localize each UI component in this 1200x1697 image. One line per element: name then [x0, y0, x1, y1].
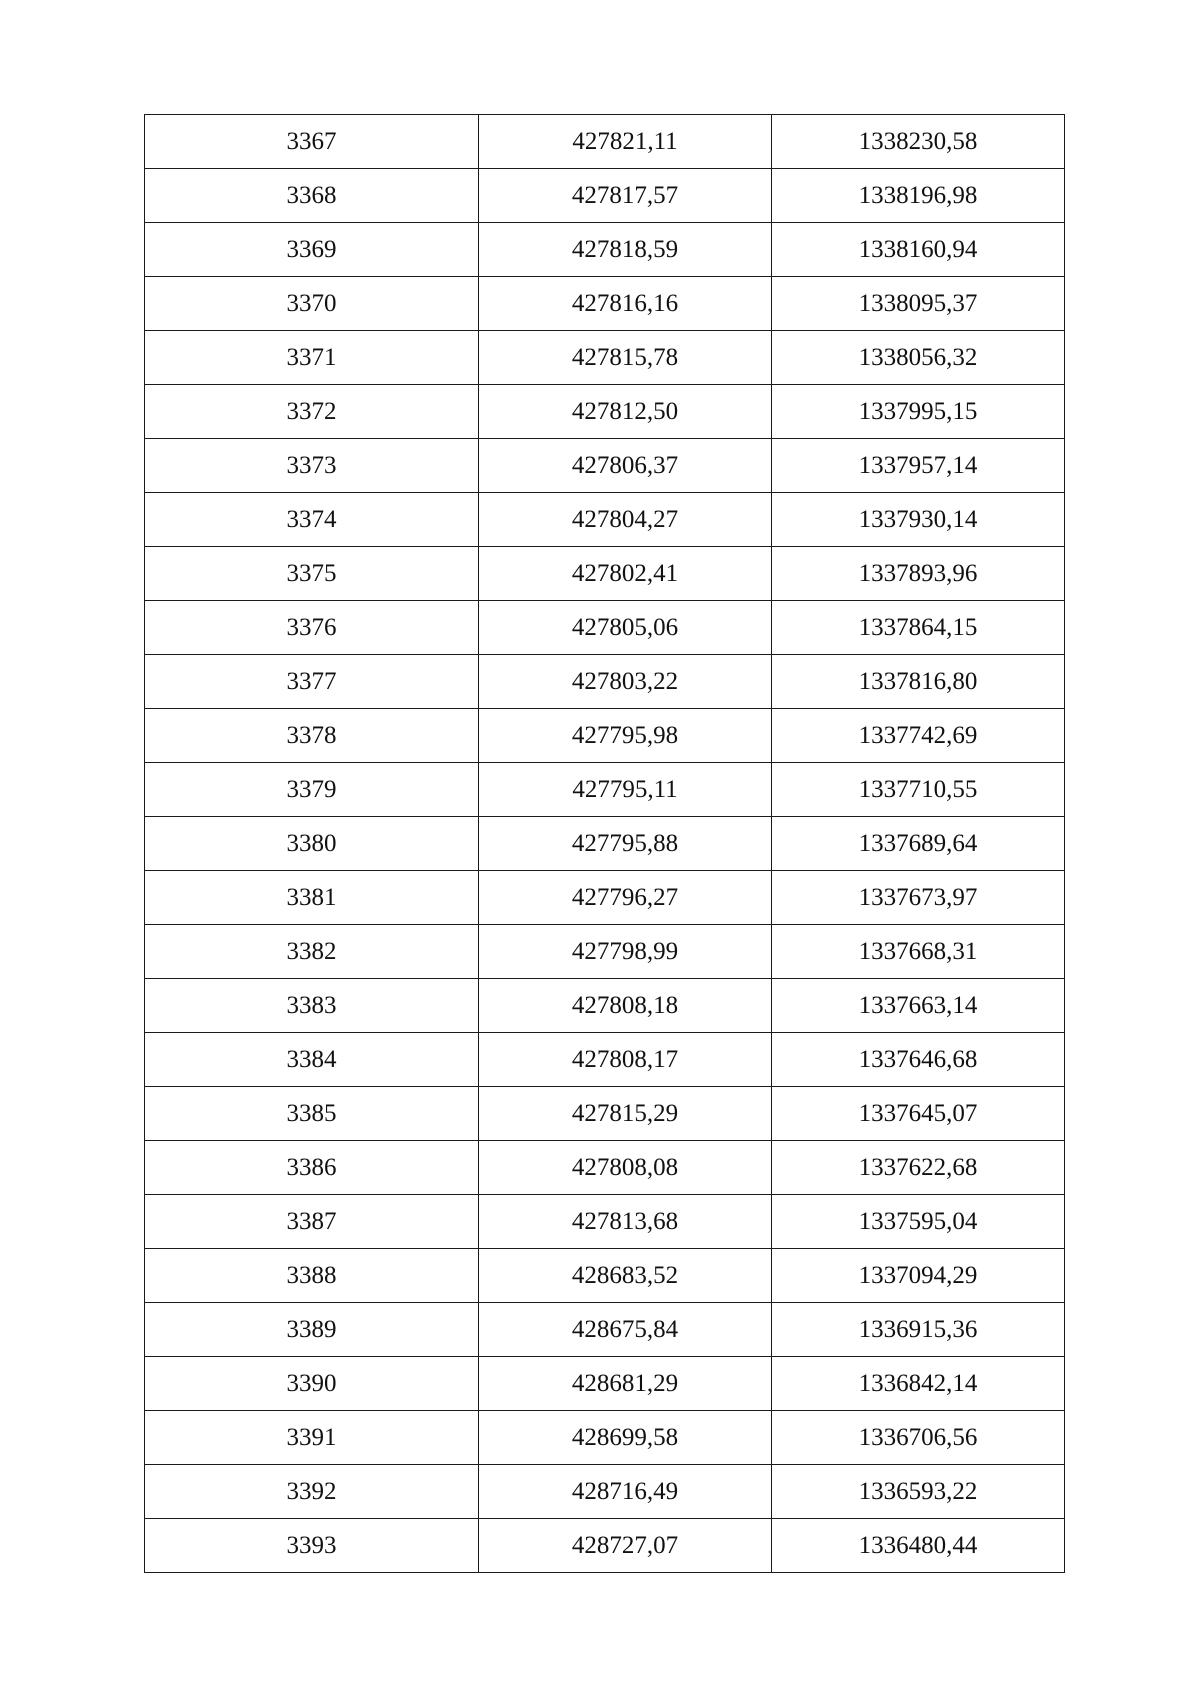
- x-coordinate-cell: 428675,84: [479, 1303, 772, 1357]
- y-coordinate-cell: 1336480,44: [772, 1519, 1065, 1573]
- point-number-cell: 3393: [145, 1519, 479, 1573]
- x-coordinate-cell: 427813,68: [479, 1195, 772, 1249]
- x-coordinate-cell: 427798,99: [479, 925, 772, 979]
- table-row: [145, 763, 1065, 817]
- y-coordinate-cell: 1337742,69: [772, 709, 1065, 763]
- point-number-cell: 3381: [145, 871, 479, 925]
- point-number-cell: 3388: [145, 1249, 479, 1303]
- y-coordinate-cell: 1337995,15: [772, 385, 1065, 439]
- y-coordinate-cell: 1338230,58: [772, 115, 1065, 169]
- table-row: [145, 1303, 1065, 1357]
- point-number-cell: 3367: [145, 115, 479, 169]
- coordinates-table-body: [145, 115, 1065, 1573]
- x-coordinate-cell: 428727,07: [479, 1519, 772, 1573]
- table-row: [145, 1141, 1065, 1195]
- point-number-cell: 3383: [145, 979, 479, 1033]
- y-coordinate-cell: 1337668,31: [772, 925, 1065, 979]
- table-row: [145, 115, 1065, 169]
- table-row: [145, 277, 1065, 331]
- point-number-cell: 3371: [145, 331, 479, 385]
- y-coordinate-cell: 1337689,64: [772, 817, 1065, 871]
- y-coordinate-cell: 1337595,04: [772, 1195, 1065, 1249]
- table-row: [145, 817, 1065, 871]
- x-coordinate-cell: 428683,52: [479, 1249, 772, 1303]
- table-row: [145, 1195, 1065, 1249]
- table-row: [145, 223, 1065, 277]
- point-number-cell: 3378: [145, 709, 479, 763]
- table-row: [145, 1033, 1065, 1087]
- y-coordinate-cell: 1337957,14: [772, 439, 1065, 493]
- x-coordinate-cell: 427796,27: [479, 871, 772, 925]
- y-coordinate-cell: 1337864,15: [772, 601, 1065, 655]
- y-coordinate-cell: 1336706,56: [772, 1411, 1065, 1465]
- table-row: [145, 1519, 1065, 1573]
- x-coordinate-cell: 427804,27: [479, 493, 772, 547]
- x-coordinate-cell: 427815,78: [479, 331, 772, 385]
- x-coordinate-cell: 427806,37: [479, 439, 772, 493]
- point-number-cell: 3384: [145, 1033, 479, 1087]
- y-coordinate-cell: 1337893,96: [772, 547, 1065, 601]
- point-number-cell: 3374: [145, 493, 479, 547]
- table-row: [145, 925, 1065, 979]
- y-coordinate-cell: 1337930,14: [772, 493, 1065, 547]
- table-row: [145, 1465, 1065, 1519]
- x-coordinate-cell: 427818,59: [479, 223, 772, 277]
- table-row: [145, 169, 1065, 223]
- y-coordinate-cell: 1337710,55: [772, 763, 1065, 817]
- x-coordinate-cell: 428699,58: [479, 1411, 772, 1465]
- table-row: [145, 979, 1065, 1033]
- x-coordinate-cell: 427795,11: [479, 763, 772, 817]
- point-number-cell: 3392: [145, 1465, 479, 1519]
- point-number-cell: 3380: [145, 817, 479, 871]
- point-number-cell: 3386: [145, 1141, 479, 1195]
- y-coordinate-cell: 1337622,68: [772, 1141, 1065, 1195]
- coordinates-table: [144, 114, 1065, 1573]
- x-coordinate-cell: 427795,88: [479, 817, 772, 871]
- point-number-cell: 3369: [145, 223, 479, 277]
- y-coordinate-cell: 1338160,94: [772, 223, 1065, 277]
- point-number-cell: 3377: [145, 655, 479, 709]
- point-number-cell: 3368: [145, 169, 479, 223]
- point-number-cell: 3389: [145, 1303, 479, 1357]
- point-number-cell: 3382: [145, 925, 479, 979]
- x-coordinate-cell: 427808,08: [479, 1141, 772, 1195]
- x-coordinate-cell: 427816,16: [479, 277, 772, 331]
- point-number-cell: 3375: [145, 547, 479, 601]
- point-number-cell: 3387: [145, 1195, 479, 1249]
- table-row: [145, 385, 1065, 439]
- x-coordinate-cell: 427815,29: [479, 1087, 772, 1141]
- y-coordinate-cell: 1337094,29: [772, 1249, 1065, 1303]
- x-coordinate-cell: 427795,98: [479, 709, 772, 763]
- x-coordinate-cell: 427802,41: [479, 547, 772, 601]
- table-row: [145, 1357, 1065, 1411]
- y-coordinate-cell: 1336915,36: [772, 1303, 1065, 1357]
- x-coordinate-cell: 427817,57: [479, 169, 772, 223]
- table-row: [145, 1249, 1065, 1303]
- point-number-cell: 3385: [145, 1087, 479, 1141]
- table-row: [145, 871, 1065, 925]
- table-row: [145, 439, 1065, 493]
- table-row: [145, 1411, 1065, 1465]
- point-number-cell: 3372: [145, 385, 479, 439]
- x-coordinate-cell: 427821,11: [479, 115, 772, 169]
- x-coordinate-cell: 428716,49: [479, 1465, 772, 1519]
- x-coordinate-cell: 427803,22: [479, 655, 772, 709]
- y-coordinate-cell: 1338095,37: [772, 277, 1065, 331]
- x-coordinate-cell: 427808,18: [479, 979, 772, 1033]
- y-coordinate-cell: 1337673,97: [772, 871, 1065, 925]
- y-coordinate-cell: 1338056,32: [772, 331, 1065, 385]
- y-coordinate-cell: 1338196,98: [772, 169, 1065, 223]
- y-coordinate-cell: 1336593,22: [772, 1465, 1065, 1519]
- table-row: [145, 601, 1065, 655]
- x-coordinate-cell: 427808,17: [479, 1033, 772, 1087]
- table-row: [145, 655, 1065, 709]
- y-coordinate-cell: 1337646,68: [772, 1033, 1065, 1087]
- y-coordinate-cell: 1336842,14: [772, 1357, 1065, 1411]
- table-row: [145, 1087, 1065, 1141]
- y-coordinate-cell: 1337663,14: [772, 979, 1065, 1033]
- table-row: [145, 493, 1065, 547]
- y-coordinate-cell: 1337645,07: [772, 1087, 1065, 1141]
- point-number-cell: 3391: [145, 1411, 479, 1465]
- point-number-cell: 3390: [145, 1357, 479, 1411]
- y-coordinate-cell: 1337816,80: [772, 655, 1065, 709]
- point-number-cell: 3370: [145, 277, 479, 331]
- table-row: [145, 547, 1065, 601]
- table-row: [145, 709, 1065, 763]
- point-number-cell: 3379: [145, 763, 479, 817]
- x-coordinate-cell: 427812,50: [479, 385, 772, 439]
- x-coordinate-cell: 428681,29: [479, 1357, 772, 1411]
- point-number-cell: 3373: [145, 439, 479, 493]
- point-number-cell: 3376: [145, 601, 479, 655]
- table-row: [145, 331, 1065, 385]
- x-coordinate-cell: 427805,06: [479, 601, 772, 655]
